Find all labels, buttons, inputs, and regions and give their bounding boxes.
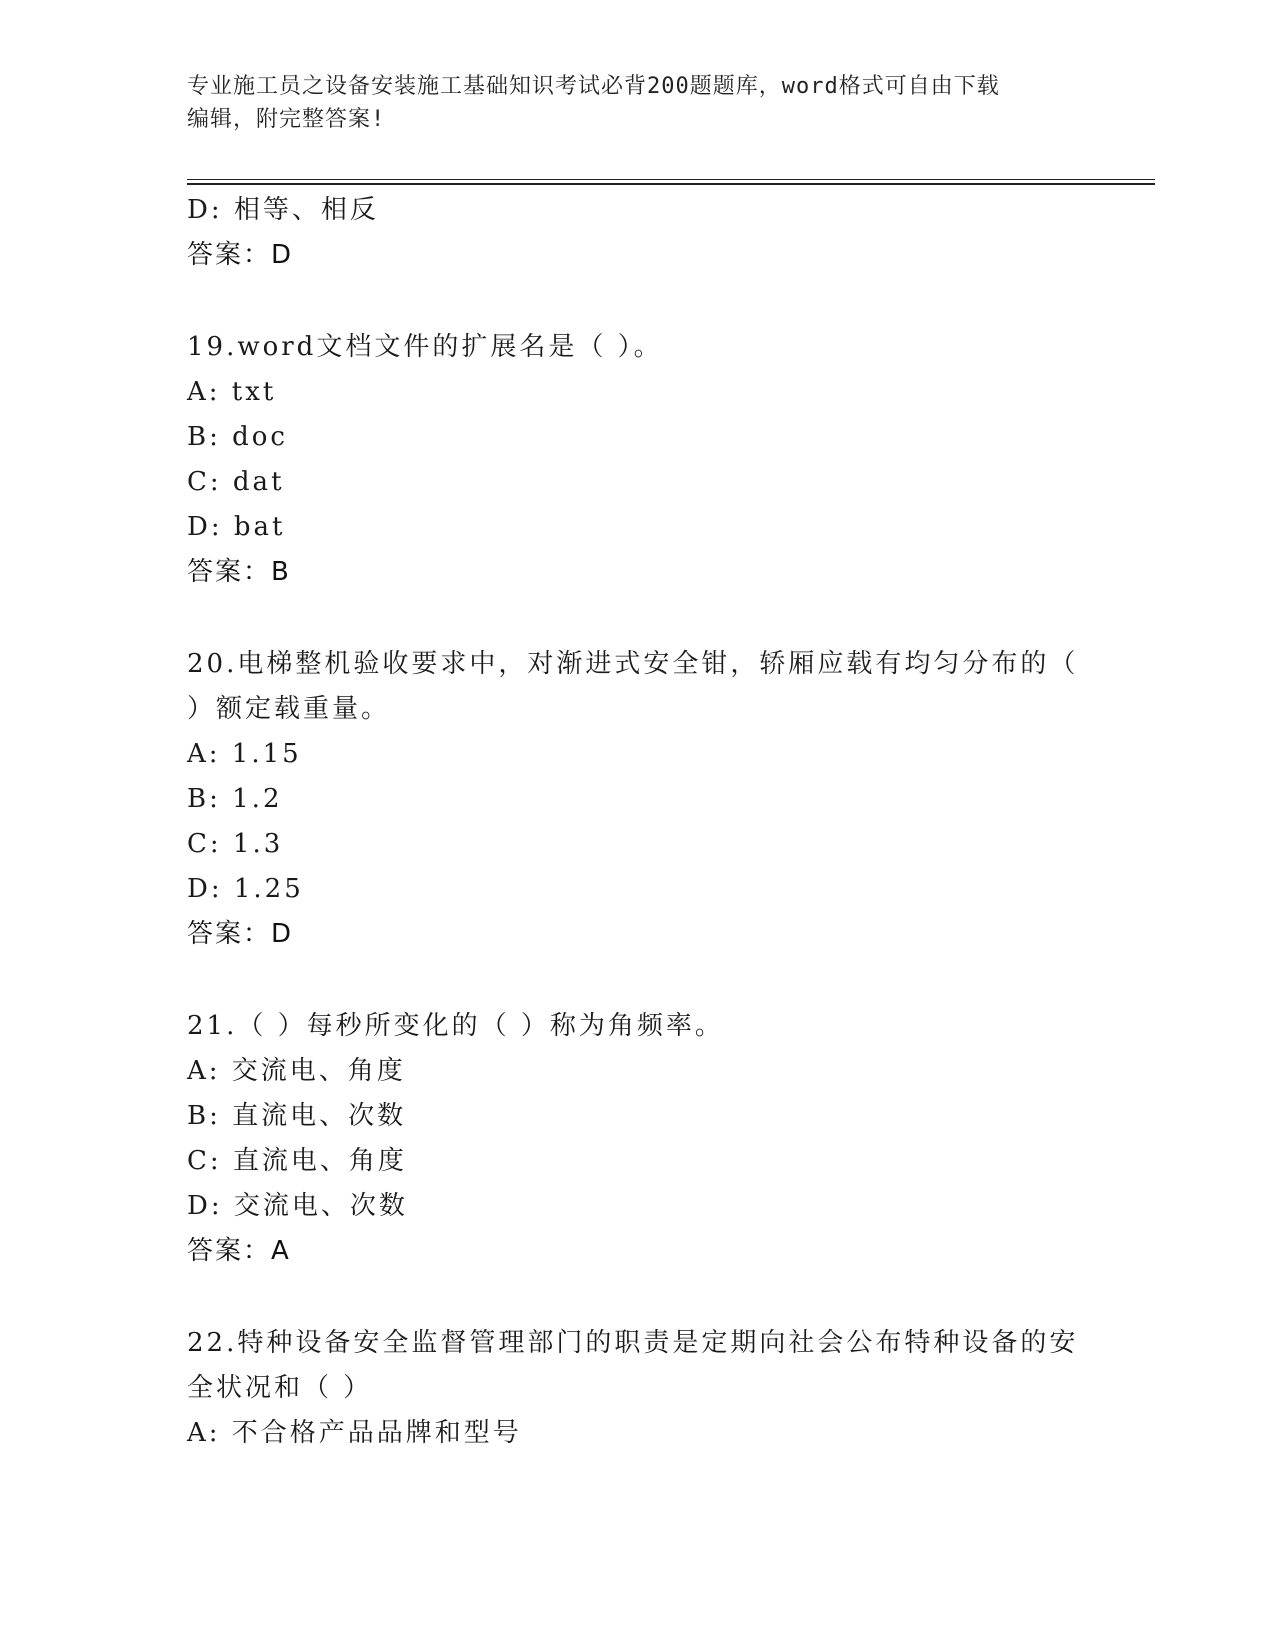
header-line-1: 专业施工员之设备安装施工基础知识考试必背200题题库，word格式可自由下载 <box>187 74 1000 99</box>
option-d: D: 交流电、次数 <box>187 1191 408 1221</box>
option-c: C: 1.3 <box>187 829 284 859</box>
question-stem: 19.word文档文件的扩展名是（ ）。 <box>187 332 663 362</box>
option-c: C: dat <box>187 467 285 497</box>
answer: 答案：D <box>187 919 294 949</box>
header-line-2: 编辑，附完整答案! <box>187 107 386 132</box>
option-a: A: 不合格产品品牌和型号 <box>187 1418 522 1448</box>
spacer <box>187 595 1087 642</box>
question-stem: 21.（ ）每秒所变化的（ ）称为角频率。 <box>187 1011 724 1041</box>
question-20 <box>187 642 1087 957</box>
prev-option-d: D: 相等、相反 <box>187 195 379 225</box>
question-22 <box>187 1321 1087 1456</box>
option-c: C: 直流电、角度 <box>187 1146 407 1176</box>
answer: 答案：B <box>187 557 291 587</box>
document-body <box>187 188 1087 1456</box>
option-b: B: doc <box>187 422 288 452</box>
question-stem-line-1: 22.特种设备安全监督管理部门的职责是定期向社会公布特种设备的安 <box>187 1328 1079 1358</box>
question-21 <box>187 1004 1087 1274</box>
header-divider-thin <box>187 179 1155 180</box>
spacer <box>187 957 1087 1004</box>
option-a: A: 1.15 <box>187 739 302 769</box>
answer: 答案：A <box>187 1236 291 1266</box>
question-stem-line-1: 20.电梯整机验收要求中，对渐进式安全钳，轿厢应载有均匀分布的（ <box>187 649 1079 679</box>
question-stem-line-2: ）额定载重量。 <box>187 694 391 724</box>
question-stem-line-2: 全状况和（ ） <box>187 1373 373 1403</box>
spacer <box>187 278 1087 325</box>
option-d: D: bat <box>187 512 286 542</box>
header-divider-thick <box>187 183 1155 185</box>
prev-answer: 答案：D <box>187 240 294 270</box>
option-d: D: 1.25 <box>187 874 304 904</box>
spacer <box>187 1274 1087 1321</box>
option-b: B: 1.2 <box>187 784 283 814</box>
option-b: B: 直流电、次数 <box>187 1101 407 1131</box>
option-a: A: txt <box>187 377 277 407</box>
question-19 <box>187 325 1087 595</box>
option-a: A: 交流电、角度 <box>187 1056 406 1086</box>
document-header <box>187 70 1087 136</box>
